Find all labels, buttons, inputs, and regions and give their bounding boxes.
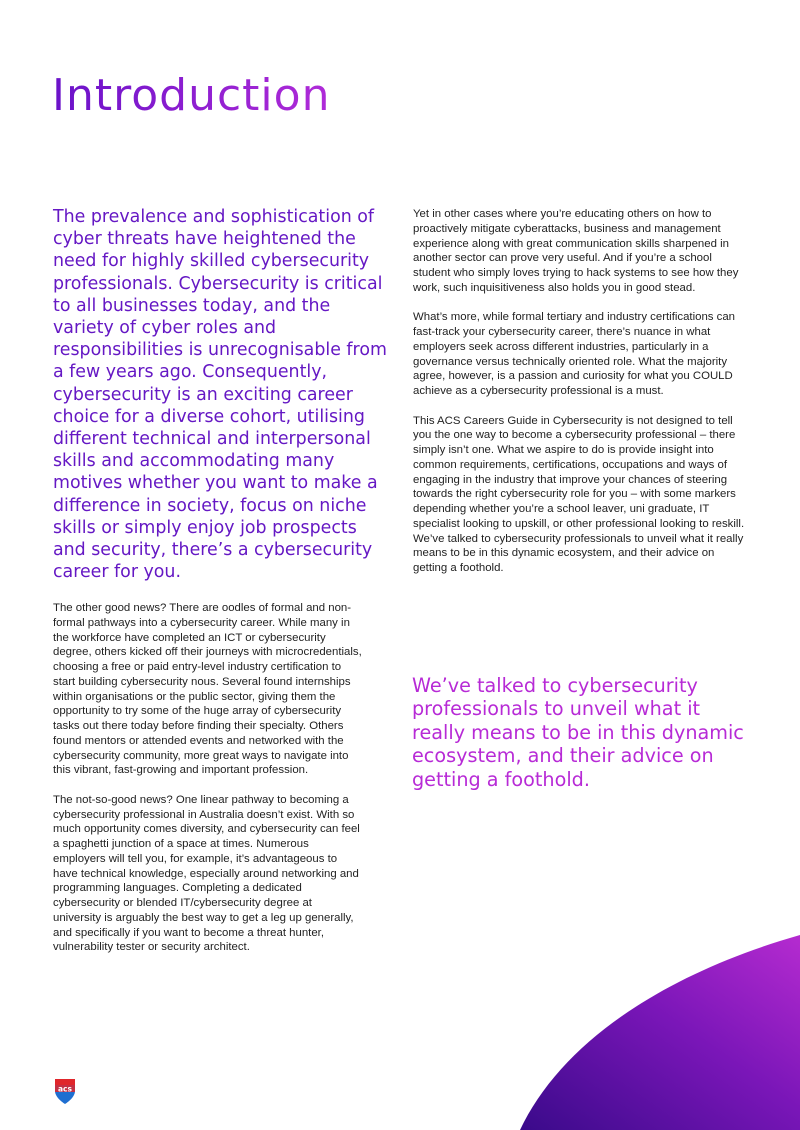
pull-quote: We’ve talked to cybersecurity professionals to unveil what it really means to be in this dynamic ecosystem, and their advice on getting a foothold. bbox=[412, 674, 744, 791]
body-paragraph: The other good news? There are oodles of formal and non-formal pathways into a cybersecurity career. While many in the workforce have completed an ICT or cybersecurity degree, others kicked off their journeys with microcredentials, choosing a free or paid entry-level industry certification to start building cybersecurity nous. Several found internships within organisations or the public sector, giving them the opportunity to try some of the huge array of cybersecurity tasks out there today before finding their specialty. Others found mentors or attended events and networked with the cybersecurity community, more great ways to navigate into this vibrant, fast-growing and important profession. bbox=[53, 602, 362, 777]
page-title: Introduction bbox=[52, 70, 331, 121]
svg-text:acs: acs bbox=[58, 1084, 72, 1094]
body-paragraph: The not-so-good news? One linear pathway to becoming a cybersecurity professional in Australia doesn’t exist. With so much opportunity comes diversity, and cybersecurity can feel a spaghetti junction of a space at times. Numerous employers will tell you, for example, it’s advantageous to have technical knowledge, especially around networking and programming languages. Completing a dedicated cybersecurity or blended IT/cybersecurity degree at university is arguably the best way to get a leg up generally, and specifically if you want to become a threat hunter, vulnerability tester or security architect. bbox=[53, 793, 360, 954]
lead-paragraph: The prevalence and sophistication of cyber threats have heightened the need for highly skilled cybersecurity professionals. Cybersecurity is critical to all businesses today, and the variety of cyber roles and responsibilities is unrecognisable from a few years ago. Consequently, cybersecurity is an exciting career choice for a diverse cohort, utilising different technical and interpersonal skills and accommodating many motives whether you want to make a difference in society, focus on niche skills or simply enjoy job prospects and security, there’s a cybersecurity career for you. bbox=[53, 207, 387, 583]
decorative-swoosh bbox=[520, 935, 800, 1130]
right-column bbox=[413, 207, 748, 591]
body-paragraph: What’s more, while formal tertiary and industry certifications can fast-track your cybersecurity career, there’s nuance in what employers seek across different industries, particularly in a governance versus technically oriented role. What the majority agree, however, is a passion and curiosity for what you COULD achieve as a cybersecurity professional is a must. bbox=[413, 311, 736, 397]
left-column bbox=[53, 601, 363, 970]
body-paragraph: Yet in other cases where you’re educating others on how to proactively mitigate cyberattacks, business and management experience along with great communication skills sharpened in another sector can prove very useful. And if you’re a school student who simply loves trying to hack systems to see how they work, such inquisitiveness also holds you in good stead. bbox=[413, 208, 739, 294]
body-paragraph: This ACS Careers Guide in Cybersecurity is not designed to tell you the one way to become a cybersecurity professional – there simply isn’t one. What we aspire to do is provide insight into common requirements, certifications, occupations and ways of engaging in the industry that improve your chances of steering towards the right cybersecurity role for you – with some markers depending whether you’re a school leaver, uni graduate, IT specialist looking to upskill, or other professional looking to reskill. We’ve talked to cybersecurity professionals to unveil what it really means to be in this dynamic ecosystem, and their advice on getting a foothold. bbox=[413, 414, 745, 574]
acs-logo bbox=[52, 1076, 78, 1106]
